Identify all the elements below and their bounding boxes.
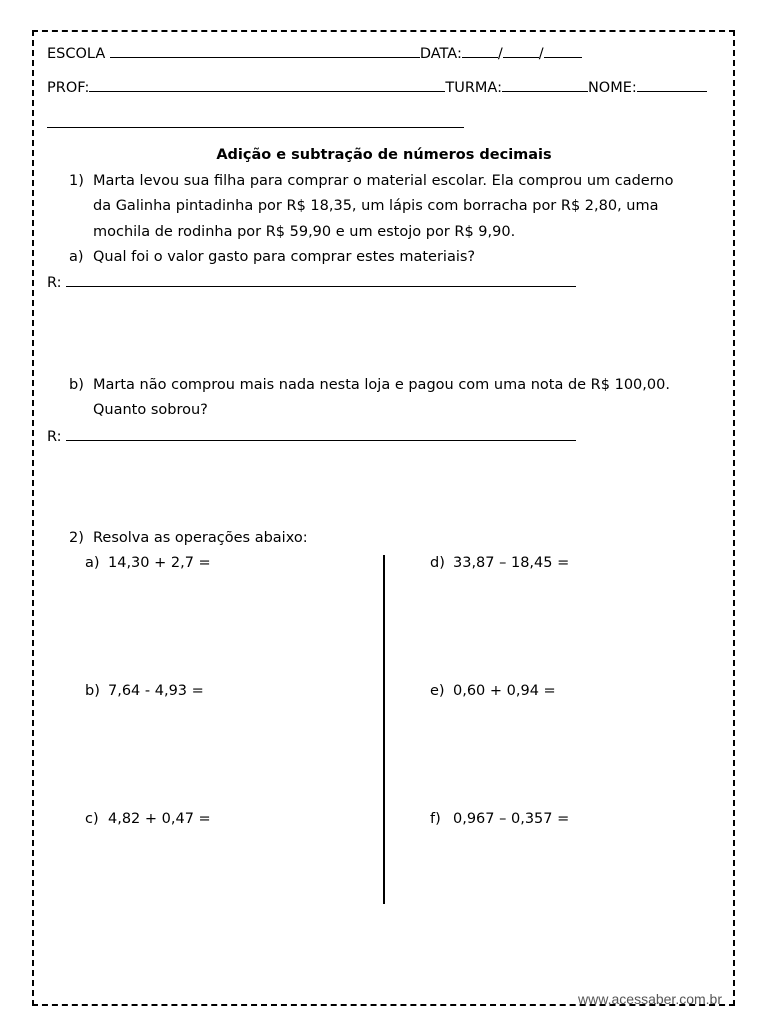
prof-line: [47, 78, 707, 97]
q1-text-line1: Marta levou sua filha para comprar o material escolar. Ela comprou um caderno: [93, 173, 674, 189]
op-b-letter: b): [85, 683, 100, 699]
q1b-letter: b): [69, 377, 84, 393]
nome-field-continued[interactable]: [47, 127, 464, 128]
q2-number: 2): [69, 530, 84, 546]
escola-line: [47, 44, 582, 63]
data-label: DATA:: [419, 46, 462, 62]
answer-b-field[interactable]: [66, 427, 576, 441]
answer-label: R:: [47, 275, 62, 291]
worksheet-title: Adição e subtração de números decimais: [216, 147, 552, 163]
q1a-letter: a): [69, 249, 84, 265]
op-c-expression: 4,82 + 0,47 =: [108, 811, 211, 827]
op-d-expression: 33,87 – 18,45 =: [453, 555, 570, 571]
op-d-letter: d): [430, 555, 445, 571]
month-field[interactable]: [503, 44, 539, 58]
turma-label: TURMA:: [445, 80, 502, 96]
answer-line-a: [47, 273, 576, 292]
date-separator: /: [497, 46, 503, 62]
answer-line-b: [47, 427, 576, 446]
prof-label: PROF:: [47, 80, 90, 96]
answer-a-field[interactable]: [66, 273, 576, 287]
op-e-expression: 0,60 + 0,94 =: [453, 683, 556, 699]
op-b-expression: 7,64 - 4,93 =: [108, 683, 204, 699]
turma-field[interactable]: [502, 78, 588, 92]
escola-label: ESCOLA: [47, 46, 106, 62]
site-watermark: www.acessaber.com.br: [578, 991, 722, 1007]
prof-field[interactable]: [89, 78, 445, 92]
q1b-text-line2: Quanto sobrou?: [93, 402, 208, 418]
q1-text-line3: mochila de rodinha por R$ 59,90 e um estojo por R$ 9,90.: [93, 224, 516, 240]
nome-label: NOME:: [587, 80, 637, 96]
q2-text: Resolva as operações abaixo:: [93, 530, 308, 546]
op-f-expression: 0,967 – 0,357 =: [453, 811, 570, 827]
q1-number: 1): [69, 173, 84, 189]
answer-label: R:: [47, 429, 62, 445]
day-field[interactable]: [462, 44, 498, 58]
op-e-letter: e): [430, 683, 445, 699]
q1a-text: Qual foi o valor gasto para comprar estes materiais?: [93, 249, 476, 265]
date-separator: /: [538, 46, 544, 62]
column-divider: [383, 555, 385, 904]
op-f-letter: f): [430, 811, 441, 827]
op-a-expression: 14,30 + 2,7 =: [108, 555, 211, 571]
op-a-letter: a): [85, 555, 100, 571]
nome-field[interactable]: [637, 78, 707, 92]
op-c-letter: c): [85, 811, 99, 827]
year-field[interactable]: [544, 44, 582, 58]
q1b-text-line1: Marta não comprou mais nada nesta loja e pagou com uma nota de R$ 100,00.: [93, 377, 670, 393]
escola-field[interactable]: [110, 44, 420, 58]
q1-text-line2: da Galinha pintadinha por R$ 18,35, um lápis com borracha por R$ 2,80, uma: [93, 198, 659, 214]
